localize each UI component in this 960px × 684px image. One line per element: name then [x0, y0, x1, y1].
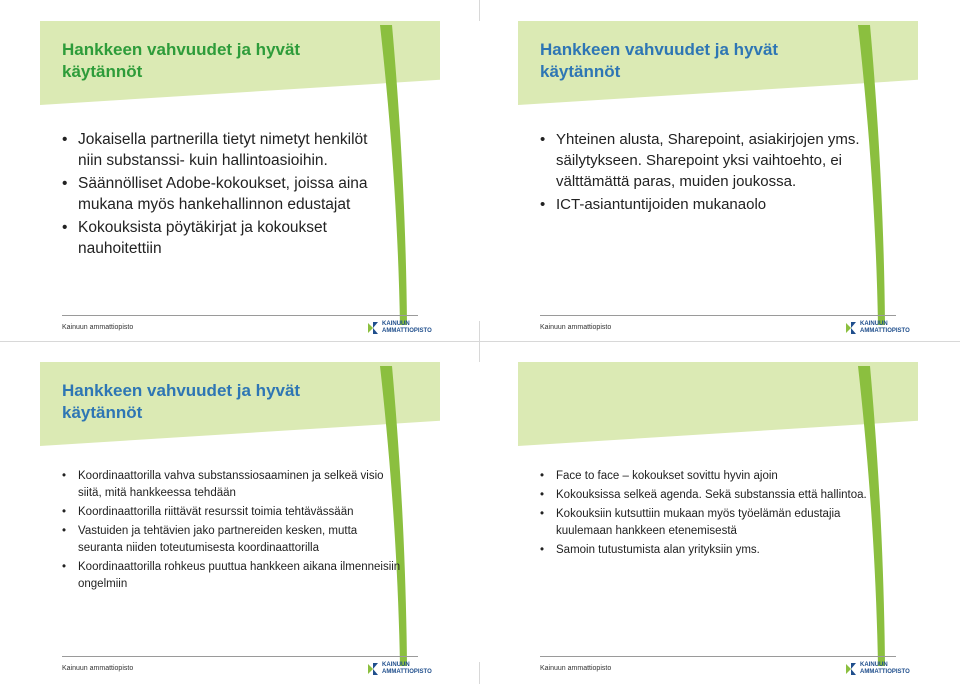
list-item: • ICT-asiantuntijoiden mukanaolo: [540, 194, 870, 215]
slide-4: [518, 362, 958, 675]
bullet-list: [62, 129, 392, 261]
list-item: • Vastuiden ja tehtävien jako partnereiden kesken, mutta seuranta niiden toteutumisesta koordinaattorilla: [62, 523, 402, 557]
list-item: • Samoin tutustumista alan yrityksiin yms.: [540, 542, 870, 559]
list-item: • Kokouksissa selkeä agenda. Sekä substanssia että hallintoa.: [540, 487, 870, 504]
bullet-list: [62, 468, 402, 595]
slide-title: Hankkeen vahvuudet ja hyvät käytännöt: [62, 381, 301, 422]
logo-text: KAINUUN AMMATTIOPISTO: [860, 662, 910, 675]
footer-divider: [540, 656, 896, 657]
slide-1: [40, 21, 480, 334]
footer-divider: [62, 656, 418, 657]
list-item: • Jokaisella partnerilla tietyt nimetyt henkilöt niin substanssi- kuin hallintoasioihin.: [62, 129, 392, 171]
footer-divider: [540, 315, 896, 316]
footer-institution: Kainuun ammattiopisto: [540, 665, 612, 672]
logo-mark-icon: [366, 662, 380, 676]
logo-text: KAINUUN AMMATTIOPISTO: [860, 321, 910, 334]
logo-mark-icon: [366, 321, 380, 335]
list-item: • Koordinaattorilla vahva substanssiosaaminen ja selkeä visio siitä, mitä hankkeessa tehdään: [62, 468, 402, 502]
bullet-list: [540, 468, 870, 561]
list-item: • Säännölliset Adobe-kokoukset, joissa aina mukana myös hankehallinnon edustajat: [62, 173, 392, 215]
logo-mark-icon: [844, 321, 858, 335]
footer-institution: Kainuun ammattiopisto: [62, 324, 134, 331]
slide-title: Hankkeen vahvuudet ja hyvät käytännöt: [62, 40, 301, 81]
institution-logo: [366, 319, 432, 339]
footer-divider: [62, 315, 418, 316]
slide-title: Hankkeen vahvuudet ja hyvät käytännöt: [540, 40, 779, 81]
list-item: • Face to face – kokoukset sovittu hyvin ajoin: [540, 468, 870, 485]
slide-3: [40, 362, 480, 675]
logo-text: KAINUUN AMMATTIOPISTO: [382, 662, 432, 675]
logo-mark-icon: [844, 662, 858, 676]
page-divider-horizontal: [0, 341, 960, 342]
list-item: • Kokouksista pöytäkirjat ja kokoukset nauhoitettiin: [62, 217, 392, 259]
list-item: • Koordinaattorilla rohkeus puuttua hankkeen aikana ilmenneisiin ongelmiin: [62, 559, 402, 593]
list-item: • Koordinaattorilla riittävät resurssit toimia tehtävässään: [62, 504, 402, 521]
institution-logo: [844, 660, 910, 680]
list-item: • Yhteinen alusta, Sharepoint, asiakirjojen yms. säilytykseen. Sharepoint yksi vaihtoehto, ei välttämättä paras, muiden joukossa.: [540, 129, 870, 192]
logo-text: KAINUUN AMMATTIOPISTO: [382, 321, 432, 334]
institution-logo: [366, 660, 432, 680]
institution-logo: [844, 319, 910, 339]
bullet-list: [540, 129, 870, 217]
footer-institution: Kainuun ammattiopisto: [62, 665, 134, 672]
footer-institution: Kainuun ammattiopisto: [540, 324, 612, 331]
list-item: • Kokouksiin kutsuttiin mukaan myös työelämän edustajia kuulemaan hankkeen etenemisestä: [540, 506, 870, 540]
slide-2: [518, 21, 958, 334]
